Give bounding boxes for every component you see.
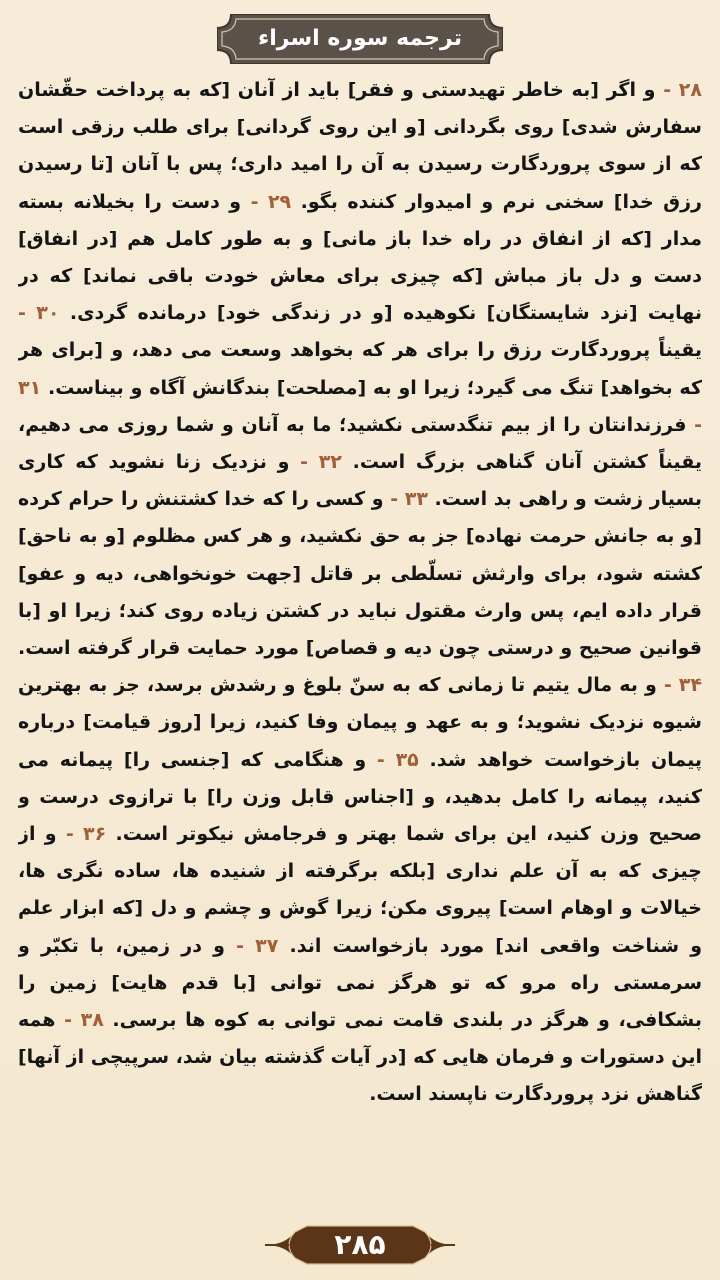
verse-text: یقیناً پروردگارت رزق را برای هر که بخواهد وسعت می دهد، و [برای هر که بخواهد] تنگ می گیرد؛ زیرا او به [مصلحت] بندگانش آگاه و بیناست. bbox=[18, 339, 702, 399]
verse-text: فرزندانتان را از بیم تنگدستی نکشید؛ ما به آنان و شما روزی می دهیم، یقیناً کشتن آنان گناهی بزرگ است. bbox=[18, 413, 702, 474]
verse-number: ۳۶ - bbox=[56, 823, 107, 846]
verse-number: ۳۴ - bbox=[656, 674, 702, 697]
verse-text: و به مال یتیم تا زمانی که به سنّ بلوغ و رشدش برسد، جز به بهترین شیوه نزدیک نشوید؛ و به عهد و پیمان وفا کنید، زیرا [روز قیامت] درباره پیمان بازخواست خواهد شد. bbox=[18, 674, 702, 771]
verse-text: و اگر [به خاطر تهیدستی و فقر] باید از آنان [که به پرداخت حقّشان سفارش شدی] روی بگردانی [و این روی گردانی] برای طلب رزقی است که از سوی پروردگارت رسیدن به آن را امید داری؛ پس با آنان [تا رسیدن رزق خدا] سخنی نرم و امیدوار کننده بگو. bbox=[18, 79, 702, 213]
verse-text: و نزدیک زنا نشوید که کاری بسیار زشت و راهی بد است. bbox=[18, 451, 702, 511]
verse-number: ۳۷ - bbox=[224, 934, 279, 957]
page-number-badge bbox=[265, 1222, 455, 1268]
page-number: ۲۸۵ bbox=[334, 1228, 386, 1261]
verse-number: ۲۸ - bbox=[655, 79, 702, 101]
verse-text: همه این دستورات و فرمان هایی که [در آیات گذشته بیان شد، سرپیچی از آنها] گناهش نزد پروردگارت ناپسند است. bbox=[18, 1009, 702, 1106]
verse-number: ۳۰ - bbox=[18, 302, 60, 325]
verse-text: و کسی را که خدا کشتنش را حرام کرده [و به جانش حرمت نهاده] جز به حق نکشید، و هر کس مظلوم [و به ناحق] کشته شود، برای وارثش تسلّطی بر قاتل [جهت خونخواهی، دیه و عفو] قرار داده ایم، پس وارث مقتول نباید در کشتن زیاده روی کند؛ زیرا او [با قوانین صحیح و درستی چون دیه و قصاص] مورد حمایت قرار گرفته است. bbox=[18, 488, 702, 660]
title-banner bbox=[217, 14, 503, 64]
verse-text: و از چیزی که به آن علم نداری [بلکه برگرفته از شنیده ها، ساده نگری ها، خیالات و اوهام است] پیروی مکن؛ زیرا گوش و چشم و دل [که ابزار علم و شناخت واقعی اند] مورد بازخواست اند. bbox=[18, 823, 702, 957]
translation-text bbox=[18, 72, 702, 1218]
verse-number: ۳۳ - bbox=[383, 488, 428, 511]
verse-number: ۲۹ - bbox=[241, 190, 292, 213]
verse-number: ۳۱ - bbox=[18, 376, 702, 436]
verse-text: و دست را بخیلانه بسته مدار [که از انفاق در راه خدا باز مانی] و به طور کامل هم [در انفاق] دست و دل باز مباش [که چیزی برای معاش خودت باقی نماند] که در نهایت [نزد شایستگان] نکوهیده [و در زندگی خود] درمانده گردی. bbox=[18, 190, 702, 325]
verse-text: و در زمین، با تکبّر و سرمستی راه مرو که تو هرگز نمی توانی [با قدم هایت] زمین را بشکافی، و هرگز در بلندی قامت نمی توانی به کوه ها برسی. bbox=[18, 934, 702, 1032]
verse-number: ۳۲ - bbox=[289, 451, 342, 474]
verse-text: و هنگامی که [جنسی را] پیمانه می کنید، پیمانه را کامل بدهید، و [اجناس قابل وزن را] با ترازوی درست و صحیح وزن کنید، این برای شما بهتر و فرجامش نیکوتر است. bbox=[18, 748, 702, 846]
page-title: ترجمه سوره اسراء bbox=[258, 26, 462, 51]
verse-number: ۳۸ - bbox=[55, 1009, 104, 1032]
verse-number: ۳۵ - bbox=[366, 748, 419, 771]
